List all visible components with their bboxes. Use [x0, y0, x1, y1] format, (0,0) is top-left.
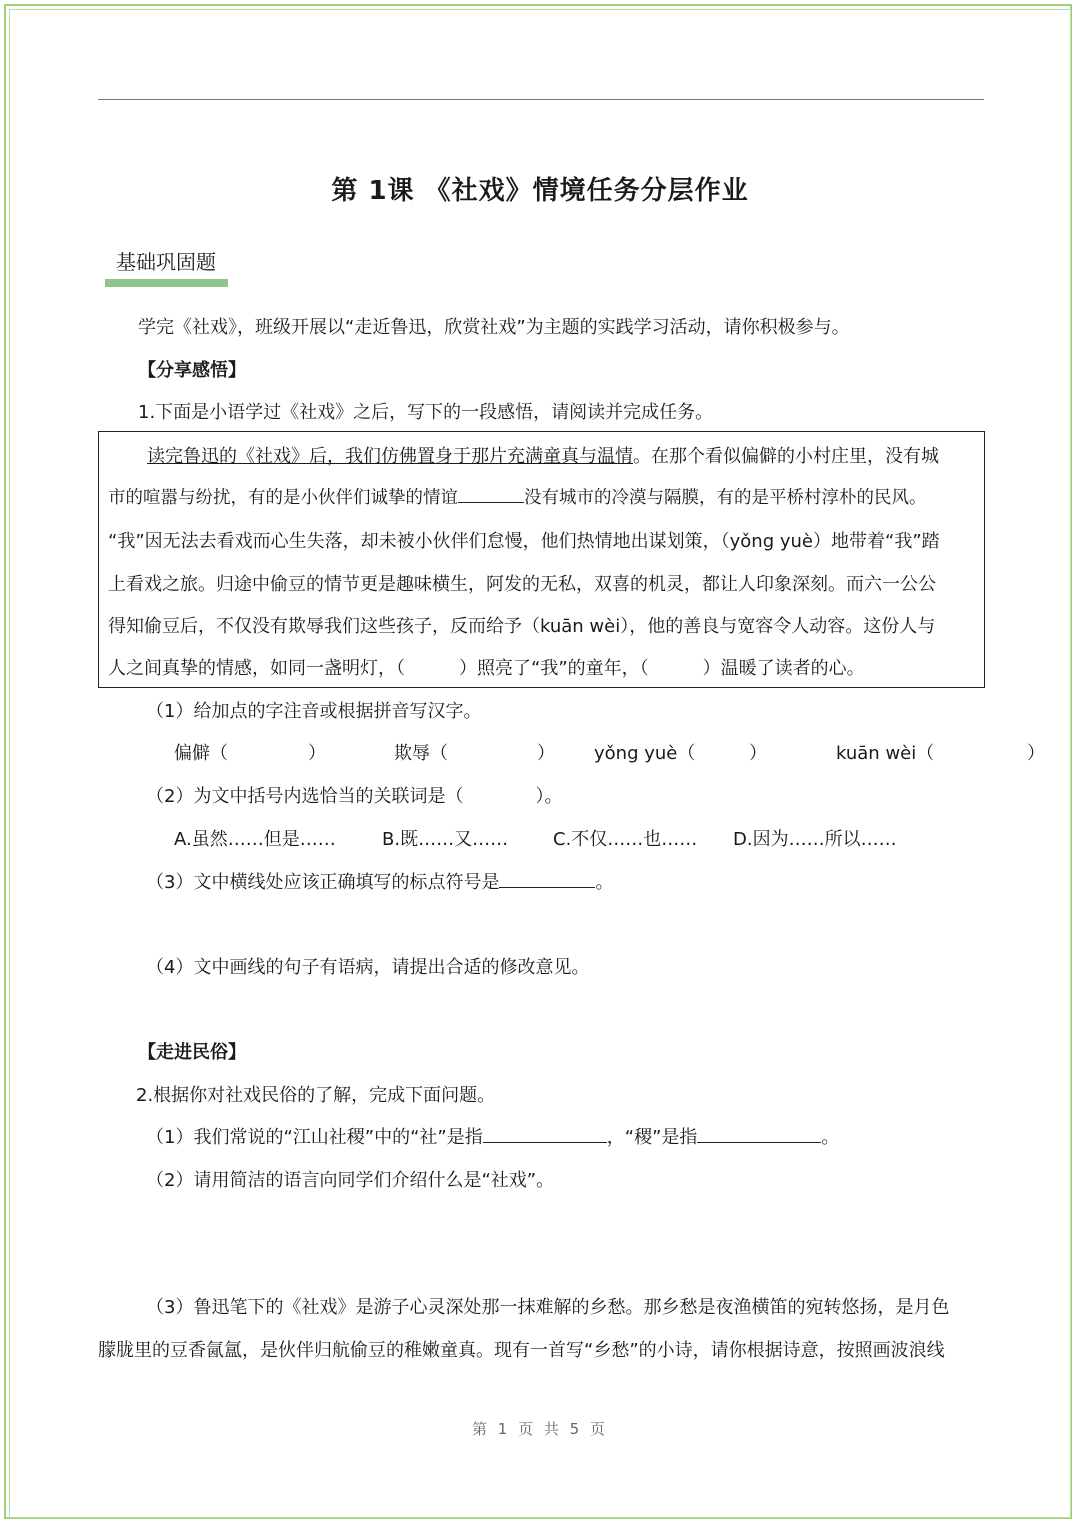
passage-line-2: 市的喧嚣与纷扰，有的是小伙伴们诚挚的情谊 没有城市的冷漠与隔膜，有的是平桥村淳朴的民风。 [108, 484, 927, 509]
option-d[interactable]: D.因为……所以…… [733, 829, 897, 850]
answer-qiru-open: 欺辱（ [394, 743, 448, 764]
section-basic-bar [105, 279, 228, 287]
page-title: 第 1课 《社戏》情境任务分层作业 [331, 176, 749, 206]
answer-qiru-close: ） [537, 743, 555, 764]
answer-blank-she[interactable] [483, 1124, 607, 1143]
page-footer: 第 1 页 共 5 页 [472, 1420, 608, 1438]
passage-line-1: 读完鲁迅的《社戏》后，我们仿佛置身于那片充满童真与温情。在那个看似偏僻的小村庄里，没有城 [147, 446, 939, 467]
punctuation-blank[interactable] [458, 484, 524, 503]
sub-question-1: （1）给加点的字注音或根据拼音写汉字。 [146, 701, 482, 722]
sub-question-4: （4）文中画线的句子有语病，请提出合适的修改意见。 [146, 957, 590, 978]
answer-blank-punctuation[interactable] [499, 869, 595, 888]
passage-box [98, 431, 985, 688]
option-a[interactable]: A.虽然……但是…… [174, 829, 336, 850]
question-1: 1.下面是小语学过《社戏》之后，写下的一段感悟，请阅读并完成任务。 [138, 402, 714, 423]
sub-question-2: （2）为文中括号内选恰当的关联词是（ ）。 [146, 786, 563, 807]
sub-question-2-3-line-2: 朦胧里的豆香氤氲，是伙伴归航偷豆的稚嫩童真。现有一首写“乡愁”的小诗，请你根据诗意，按照画波浪线 [98, 1340, 945, 1361]
sub-question-2-2: （2）请用简洁的语言向同学们介绍什么是“社戏”。 [146, 1170, 555, 1191]
answer-blank-ji[interactable] [697, 1124, 821, 1143]
part1-heading: 【分享感悟】 [138, 360, 246, 381]
header-rule [98, 99, 984, 100]
passage-line-3: “我”因无法去看戏而心生失落，却未被小伙伴们怠慢，他们热情地出谋划策，（yǒng yuè）地带着“我”踏 [108, 531, 940, 552]
passage-line-6: 人之间真挚的情感，如同一盏明灯，（ ）照亮了“我”的童年，（ ）温暖了读者的心。 [108, 658, 865, 679]
underlined-sentence: 读完鲁迅的《社戏》后，我们仿佛置身于那片充满童真与温情 [147, 446, 633, 467]
sub-question-3: （3）文中横线处应该正确填写的标点符号是 。 [146, 868, 613, 894]
option-b[interactable]: B.既……又…… [382, 829, 509, 850]
option-c[interactable]: C.不仅……也…… [553, 829, 698, 850]
section-basic-label: 基础巩固题 [116, 250, 216, 274]
answer-yongyue-open: yǒng yuè（ [594, 743, 696, 764]
part2-heading: 【走进民俗】 [138, 1042, 246, 1063]
sub-question-2-3-line-1: （3）鲁迅笔下的《社戏》是游子心灵深处那一抹难解的乡愁。那乡愁是夜渔横笛的宛转悠扬，是月色 [146, 1297, 950, 1318]
answer-kuanwei-open: kuān wèi（ [836, 743, 935, 764]
question-2: 2.根据你对社戏民俗的了解，完成下面问题。 [136, 1085, 496, 1106]
answer-yongyue-close: ） [749, 743, 767, 764]
answer-kuanwei-close: ） [1027, 743, 1045, 764]
answer-pianpi-close: ） [308, 743, 326, 764]
passage-line-5: 得知偷豆后，不仅没有欺辱我们这些孩子，反而给予（kuān wèi），他的善良与宽容令人动容。这份人与 [108, 616, 936, 637]
answer-pianpi-open: 偏僻（ [174, 743, 228, 764]
intro-text: 学完《社戏》，班级开展以“走近鲁迅，欣赏社戏”为主题的实践学习活动，请你积极参与。 [138, 317, 850, 338]
passage-line-4: 上看戏之旅。归途中偷豆的情节更是趣味横生，阿发的无私，双喜的机灵，都让人印象深刻。而六一公公 [108, 574, 936, 595]
sub-question-2-1: （1）我们常说的“江山社稷”中的“社”是指 ，“稷”是指 。 [146, 1123, 839, 1149]
